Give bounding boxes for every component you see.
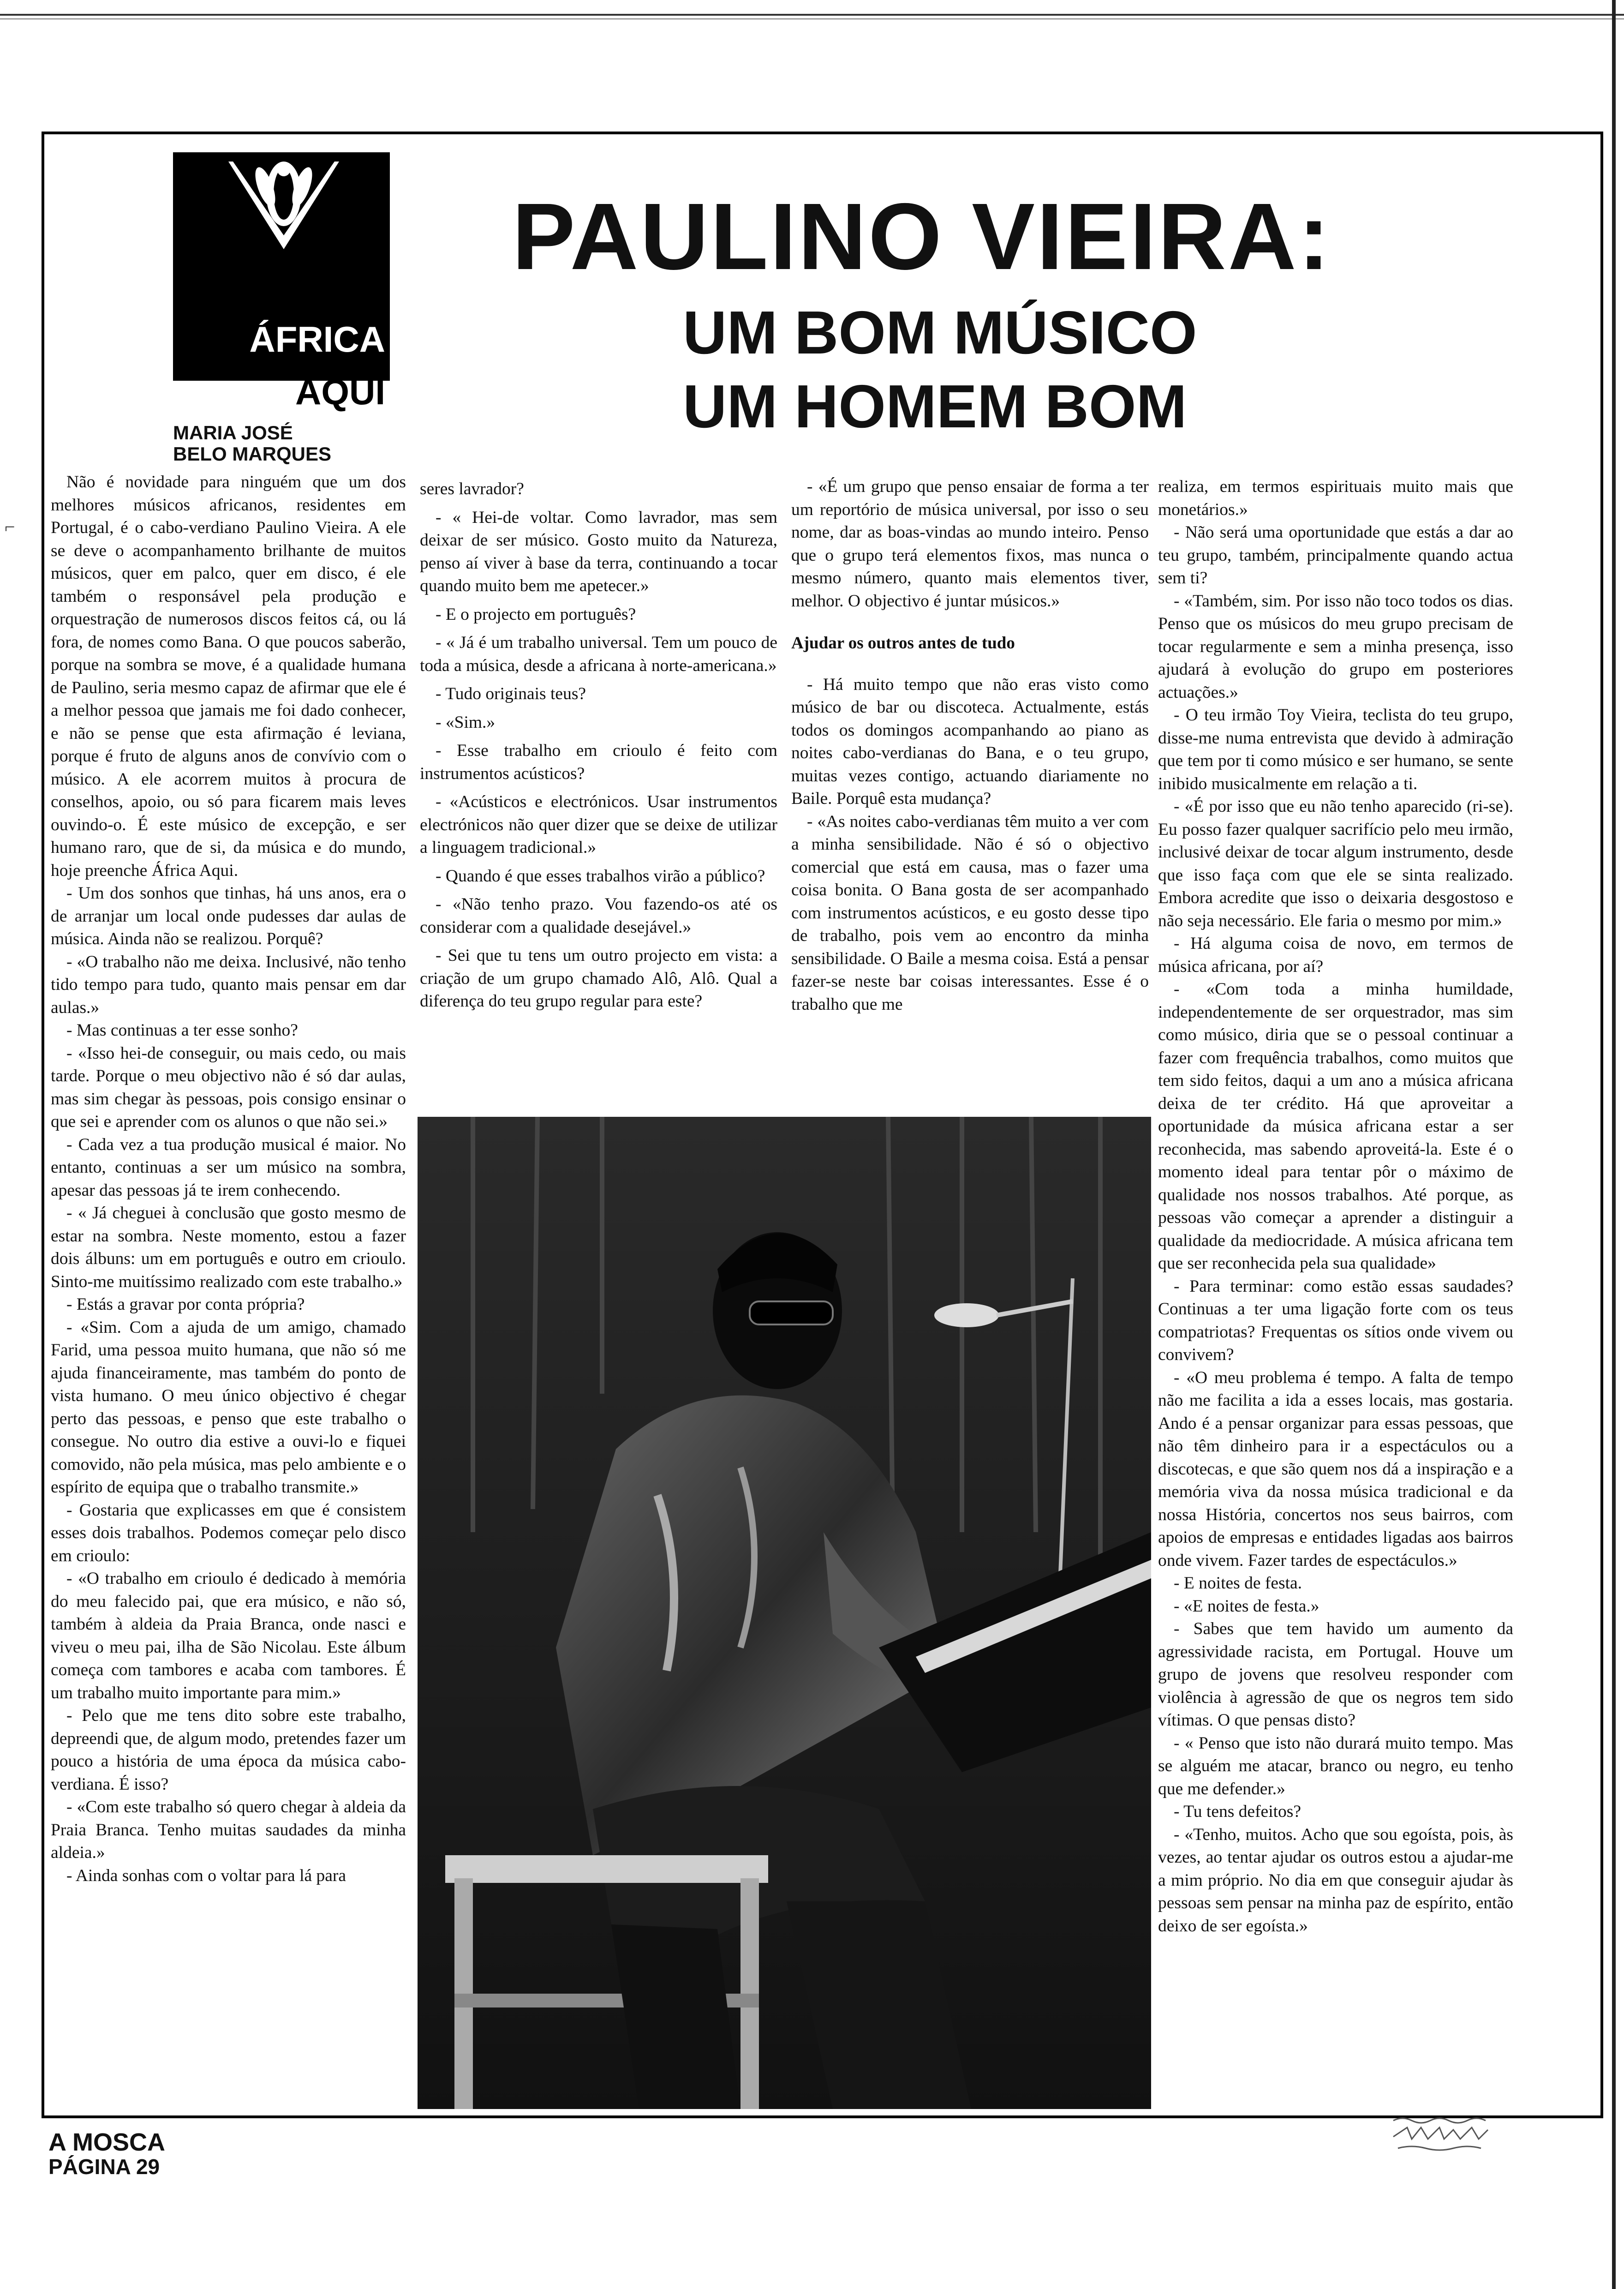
paragraph: realiza, em termos espirituais muito mais que monetários.» [1158,477,1513,519]
paragraph: - Cada vez a tua produção musical é maior. No entanto, continuas a ser um músico na sombra, apesar das pessoas já te irem conhecendo. [51,1135,406,1200]
paragraph: - « Penso que isto não durará muito tempo. Mas se alguém me atacar, branco ou negro, eu tenho que me defender.» [1158,1733,1513,1798]
article-column-1 [51,471,406,1887]
paragraph: - « Já cheguei à conclusão que gosto mesmo de estar na sombra. Neste momento, estou a fazer dois álbuns: um em português e outro em crioulo. Sinto-me muitíssimo realizado com este trabalho.» [51,1204,406,1291]
byline-line2: BELO MARQUES [173,443,332,465]
paragraph: - «Com este trabalho só quero chegar à aldeia da Praia Branca. Tenho muitas saudades da minha aldeia.» [51,1798,406,1862]
paragraph: - Para terminar: como estão essas saudades? Continuas a ter uma ligação forte com os teus compatriotas? Frequentas os sítios onde vivem ou convivem? [1158,1276,1513,1364]
section-logo [173,152,390,381]
paragraph: - «E noites de festa.» [1174,1596,1320,1616]
paragraph: - «Acústicos e electrónicos. Usar instrumentos electrónicos não quer dizer que se deixe de utilizar a linguagem tradicional.» [420,792,777,857]
publication-name: A MOSCA [48,2128,165,2156]
paragraph: - Quando é que esses trabalhos virão a público? [436,866,765,886]
paragraph: - «O trabalho em crioulo é dedicado à memória do meu falecido pai, que era músico, e não só, também à aldeia da Praia Branca, onde nasci e viveu o meu pai, ilha de São Nicolau. Este álbum começa com tambores e acaba com tambores. É um trabalho muito importante para mim.» [51,1569,406,1702]
paragraph: - Ainda sonhas com o voltar para lá para [66,1866,346,1885]
fly-icon [219,162,348,272]
headline-subtitle-2: UM HOMEM BOM [683,372,1187,440]
headline-title: PAULINO VIEIRA: [512,184,1331,289]
paragraph: - «Sim.» [436,713,496,732]
photo-illustration [418,1117,1151,2109]
paragraph: - Estás a gravar por conta própria? [66,1295,305,1314]
paragraph: - Sei que tu tens um outro projecto em vista: a criação de um grupo chamado Alô, Alô. Qual a diferença do teu grupo regular para este? [420,946,777,1011]
paragraph: - «Também, sim. Por isso não toco todos os dias. Penso que os músicos do meu grupo precisam de tocar regularmente e sem a minha presença, isso ajudará à evolução do grupo em posteriores actuações.» [1158,591,1513,702]
paragraph: - «Com toda a minha humildade, independentemente de ser orquestrador, mas sim como músico, diria que se o pessoal continuar a fazer com frequência trabalhos, como muitos que tem sido feitos, daqui a um ano a música africana deixa de ter crédito. Há que aproveitar a oportunidade da música africana estar a ser reconhecida, mas sabendo aproveitá-la. Este é o momento ideal para tentar pôr o máximo de qualidade nos nossos trabalhos. Até porque, as pessoas vão começar a aprender a distinguir a qualidade da mediocridade. A música africana tem que ser reconhecida pela sua qualidade» [1158,980,1513,1273]
paragraph: - «As noites cabo-verdianas têm muito a ver com a minha sensibilidade. Não é só o objectivo comercial que está em causa, mas o fazer uma coisa bonita. O Bana gosta de ser acompanhado com instrumentos acústicos, e eu gosto desse tipo de trabalho, pois vem ao encontro da minha sensibilidade. O Baile a mesma coisa. Está a pensar fazer-se neste bar coisas interessantes. Esse é o trabalho que me [791,812,1149,1014]
paragraph: - Mas continuas a ter esse sonho? [66,1021,298,1040]
paragraph: - «O meu problema é tempo. A falta de tempo não me facilita a ida a esses locais, mas gostaria. Ando é a pensar organizar para essas pessoas, que não têm dinheiro para ir a espectáculos ou a discotecas, e que são quem nos dá a inspiração e a memória viva da nossa música tradicional e da nossa História, concertos nos seus bairros, com apoios de empresas e entidades ligadas aos bairros onde vivem. Fazer tardes de espectáculos.» [1158,1368,1513,1570]
paragraph: - E noites de festa. [1174,1574,1302,1593]
paragraph: - Esse trabalho em crioulo é feito com instrumentos acústicos? [420,741,777,783]
byline [173,422,331,465]
scan-mark: ⌐ [5,516,15,537]
paragraph: - « Hei-de voltar. Como lavrador, mas sem deixar de ser músico. Gosto muito da Natureza, penso aí viver à base da terra, continuando a tocar quando muito bem me apetecer.» [420,508,777,595]
paragraph: - « Já é um trabalho universal. Tem um pouco de toda a música, desde a africana à norte-americana.» [420,633,777,675]
paragraph: - «Sim. Com a ajuda de um amigo, chamado Farid, uma pessoa muito humana, que não só me ajuda financeiramente, mas também do ponto de vista humano. O meu único objectivo é chegar perto das pessoas, e penso que este trabalho o consegue. No outro dia estive a ouvi-lo e fiquei comovido, não pela música, mas pelo ambiente e o espírito de equipa que o trabalho transmite.» [51,1318,406,1497]
archive-stamp [1389,2111,1513,2155]
paragraph: - «O trabalho não me deixa. Inclusivé, não tenho tido tempo para tudo, quanto mais pensar em dar aulas.» [51,952,406,1017]
article-column-4 [1158,475,1513,1937]
paragraph: - Não será uma oportunidade que estás a dar ao teu grupo, também, principalmente quando actua sem ti? [1158,523,1513,587]
paragraph: - Um dos sonhos que tinhas, há uns anos, era o de arranjar um local onde pudesses dar aulas de música. Ainda não se realizou. Porquê? [51,884,406,948]
scan-line [0,18,1624,19]
paragraph: seres lavrador? [420,479,524,498]
headline-subtitle-1: UM BOM MÚSICO [683,299,1197,366]
paragraph: - «Não tenho prazo. Vou fazendo-os até os considerar com a qualidade desejável.» [420,895,777,937]
paragraph: Não é novidade para ninguém que um dos melhores músicos africanos, residentes em Portugal, é o cabo-verdiano Paulino Vieira. A ele se deve o acompanhamento brilhante de muitos músicos, quer em palco, quer em disco, é ele também o responsável pela produção e orquestração de numerosos discos feitos cá, ou lá fora, de nomes como Bana. O que poucos saberão, porque na sombra se move, é a qualidade humana de Paulino, seria mesmo capaz de afirmar que ele é a melhor pessoa que jamais me foi dado conhecer, e não se pense que esta afirmação é leviana, porque é fruto de alguns anos de convívio com o músico. A ele acorrem muitos à procura de conselhos, apoio, ou só para ficarem mais leves ouvindo-o. É este músico de excepção, e ser humano raro, que de si, da música e do mundo, hoje preenche África Aqui. [51,473,406,880]
paragraph: - Há alguma coisa de novo, em termos de música africana, por aí? [1158,934,1513,976]
paragraph: - «É por isso que eu não tenho aparecido (ri-se). Eu posso fazer qualquer sacrifício pelo meu irmão, inclusivé deixar de tocar algum instrumento, desde que isso faça com que ele se sinta realizado. Embora acredite que isso o deixaria desgostoso e não seja necessário. Ele faria o mesmo por mim.» [1158,797,1513,930]
paragraph: - «É um grupo que penso ensaiar de forma a ter um reportório de música universal, por isso o seu nome, dar as boas-vindas ao mundo inteiro. Penso que o grupo terá elementos fixos, mas nunca o mesmo número, quanto mais elementos tiver, melhor. O objectivo é juntar músicos.» [791,477,1149,611]
paragraph: - E o projecto em português? [436,605,636,624]
article-column-3 [791,475,1149,1016]
paragraph: - Há muito tempo que não eras visto como músico de bar ou discoteca. Actualmente, estás todos os domingos acompanhando ao piano as noites cabo-verdianas do Bana, e o teu grupo, muitas vezes contigo, actuando diariamente no Baile. Porquê esta mudança? [791,675,1149,808]
section-label-aqui: AQUI [295,372,385,412]
scan-border-right [1612,0,1616,2289]
article-column-2 [420,478,777,1013]
paragraph: - Tu tens defeitos? [1174,1802,1302,1821]
photo-musician-at-keyboard [418,1117,1151,2109]
paragraph: - O teu irmão Toy Vieira, teclista do teu grupo, disse-me numa entrevista que devido à admiração que tem por ti como músico e ser humano, se sente inibido musicalmente em relação a ti. [1158,706,1513,793]
page-number: PÁGINA 29 [48,2155,160,2179]
paragraph: - Pelo que me tens dito sobre este trabalho, depreendi que, de algum modo, pretendes fazer um pouco a história de uma época da música cabo-verdiana. É isso? [51,1706,406,1794]
byline-line1: MARIA JOSÉ [173,422,293,443]
paragraph: - «Tenho, muitos. Acho que sou egoísta, pois, às vezes, ao tentar ajudar os outros estou a ajudar-me a mim próprio. No dia em que conseguir ajudar às pessoas sem pensar na minha paz de espírito, então deixo de ser egoísta.» [1158,1825,1513,1935]
section-subheading: Ajudar os outros antes de tudo [791,634,1015,653]
paragraph: - Tudo originais teus? [436,684,586,703]
paragraph: - Gostaria que explicasses em que é consistem esses dois trabalhos. Podemos começar pelo disco em crioulo: [51,1500,406,1565]
scan-border-top [0,0,1624,16]
paragraph: - Sabes que tem havido um aumento da agressividade racista, em Portugal. Houve um grupo de jovens que resolveu responder com violência à agressão de que os negros tem sido vítimas. O que pensas disto? [1158,1619,1513,1730]
section-label-africa: ÁFRICA [249,319,385,360]
paragraph: - «Isso hei-de conseguir, ou mais cedo, ou mais tarde. Porque o meu objectivo não é só dar aulas, mas sim chegar às pessoas, pois consigo ensinar o que sei e aprender com os alunos o que não sei.» [51,1043,406,1131]
